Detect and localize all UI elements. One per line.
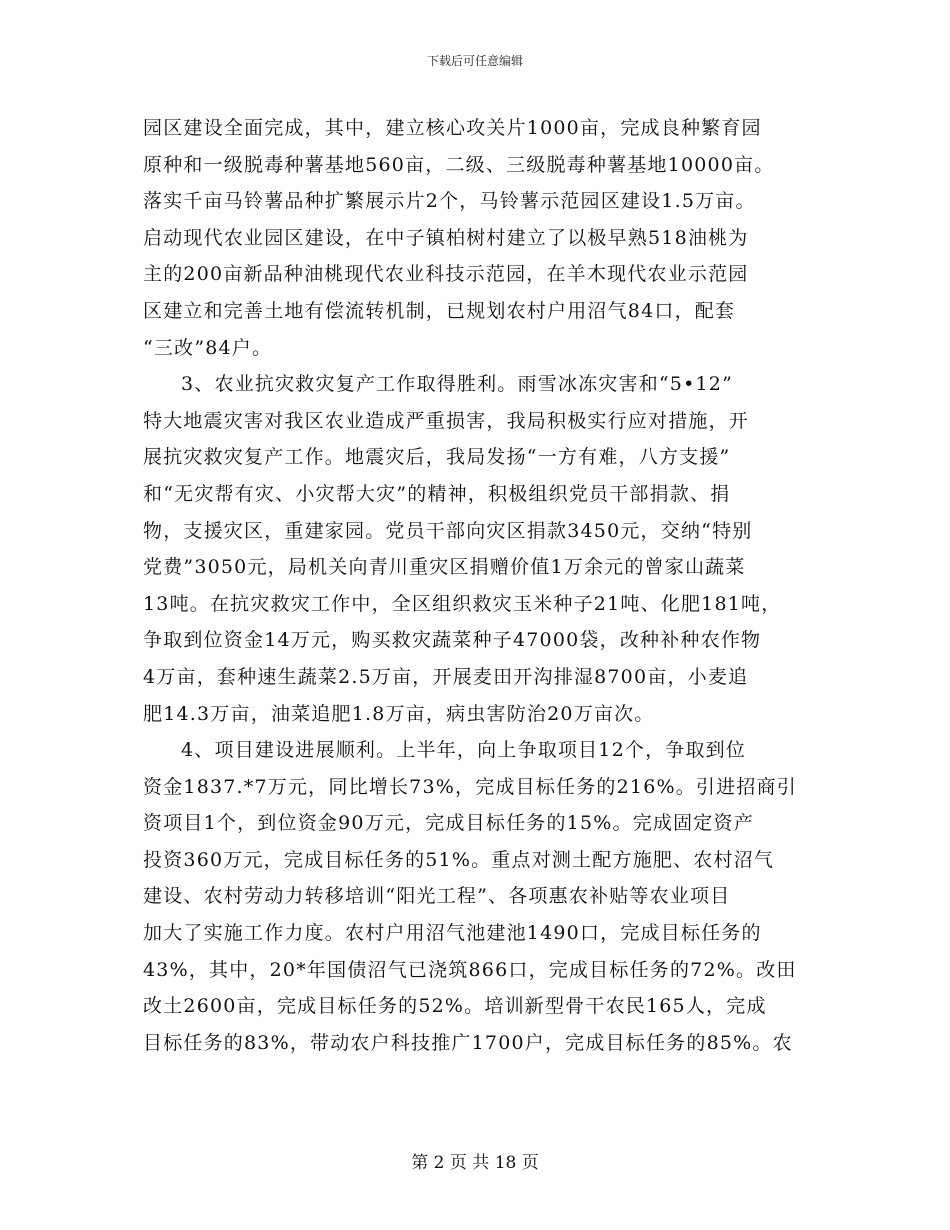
text-line: 目标任务的83%，带动农户科技推广1700户，完成目标任务的85%。农: [143, 1031, 793, 1054]
text-line: 肥14.3万亩，油菜追肥1.8万亩，病虫害防治20万亩次。: [143, 702, 655, 725]
text-line: 建设、农村劳动力转移培训“阳光工程”、各项惠农补贴等农业项目: [143, 885, 731, 908]
text-line: 主的200亩新品种油桃现代农业科技示范园，在羊木现代农业示范园: [143, 263, 749, 286]
text-line: 加大了实施工作力度。农村户用沼气池建池1490口，完成目标任务的: [143, 922, 762, 945]
text-line: 4万亩，套种速生蔬菜2.5万亩，开展麦田开沟排湿8700亩，小麦追: [143, 665, 749, 688]
text-line: 13吨。在抗灾救灾工作中，全区组织救灾玉米种子21吨、化肥181吨，: [143, 592, 782, 615]
document-body: [143, 110, 813, 1061]
text-line: 特大地震灾害对我区农业造成严重损害，我局积极实行应对措施，开: [143, 409, 750, 432]
text-line: 资项目1个，到位资金90万元，完成目标任务的15%。完成固定资产: [143, 812, 754, 835]
text-line: 争取到位资金14万元，购买救灾蔬菜种子47000袋，改种补种农作物: [143, 629, 762, 652]
text-line: “三改”84户。: [143, 336, 273, 359]
paragraph-start-line: 4、项目建设进展顺利。上半年，向上争取项目12个，争取到位: [181, 739, 747, 762]
text-line: 43%，其中，20*年国债沼气已浇筑866口，完成目标任务的72%。改田: [143, 958, 797, 981]
text-line: 落实千亩马铃薯品种扩繁展示片2个，马铃薯示范园区建设1.5万亩。: [143, 190, 756, 213]
text-line: 资金1837.*7万元，同比增长73%，完成目标任务的216%。引进招商引: [143, 775, 797, 798]
text-line: 区建立和完善土地有偿流转机制，已规划农村户用沼气84口，配套: [143, 299, 736, 322]
text-line: 园区建设全面完成，其中，建立核心攻关片1000亩，完成良种繁育园: [143, 117, 762, 139]
text-line: 党费”3050元，局机关向青川重灾区捐赠价值1万余元的曾家山蔬菜: [143, 556, 746, 579]
text-line: 改土2600亩，完成目标任务的52%。培训新型骨干农民165人，完成: [143, 995, 767, 1018]
page-header: 下载后可任意编辑: [426, 54, 523, 68]
page-footer: [0, 1153, 950, 1173]
text-line: 物，支援灾区，重建家园。党员干部向灾区捐款3450元，交纳“特别: [143, 519, 753, 542]
page-number-label: 第 2 页 共 18 页: [411, 1153, 539, 1173]
text-line: 展抗灾救灾复产工作。地震灾后，我局发扬“一方有难，八方支援”: [143, 446, 731, 469]
paragraph-start-line: 3、农业抗灾救灾复产工作取得胜利。雨雪冰冻灾害和“5•12”: [181, 373, 733, 396]
text-line: 原种和一级脱毒种薯基地560亩，二级、三级脱毒种薯基地10000亩。: [143, 153, 775, 176]
text-line: 投资360万元，完成目标任务的51%。重点对测土配方施肥、农村沼气: [143, 848, 775, 871]
text-line: 和“无灾帮有灾、小灾帮大灾”的精神，积极组织党员干部捐款、捐: [143, 482, 731, 505]
text-line: 启动现代农业园区建设，在中子镇柏树村建立了以极早熟518油桃为: [143, 226, 749, 249]
